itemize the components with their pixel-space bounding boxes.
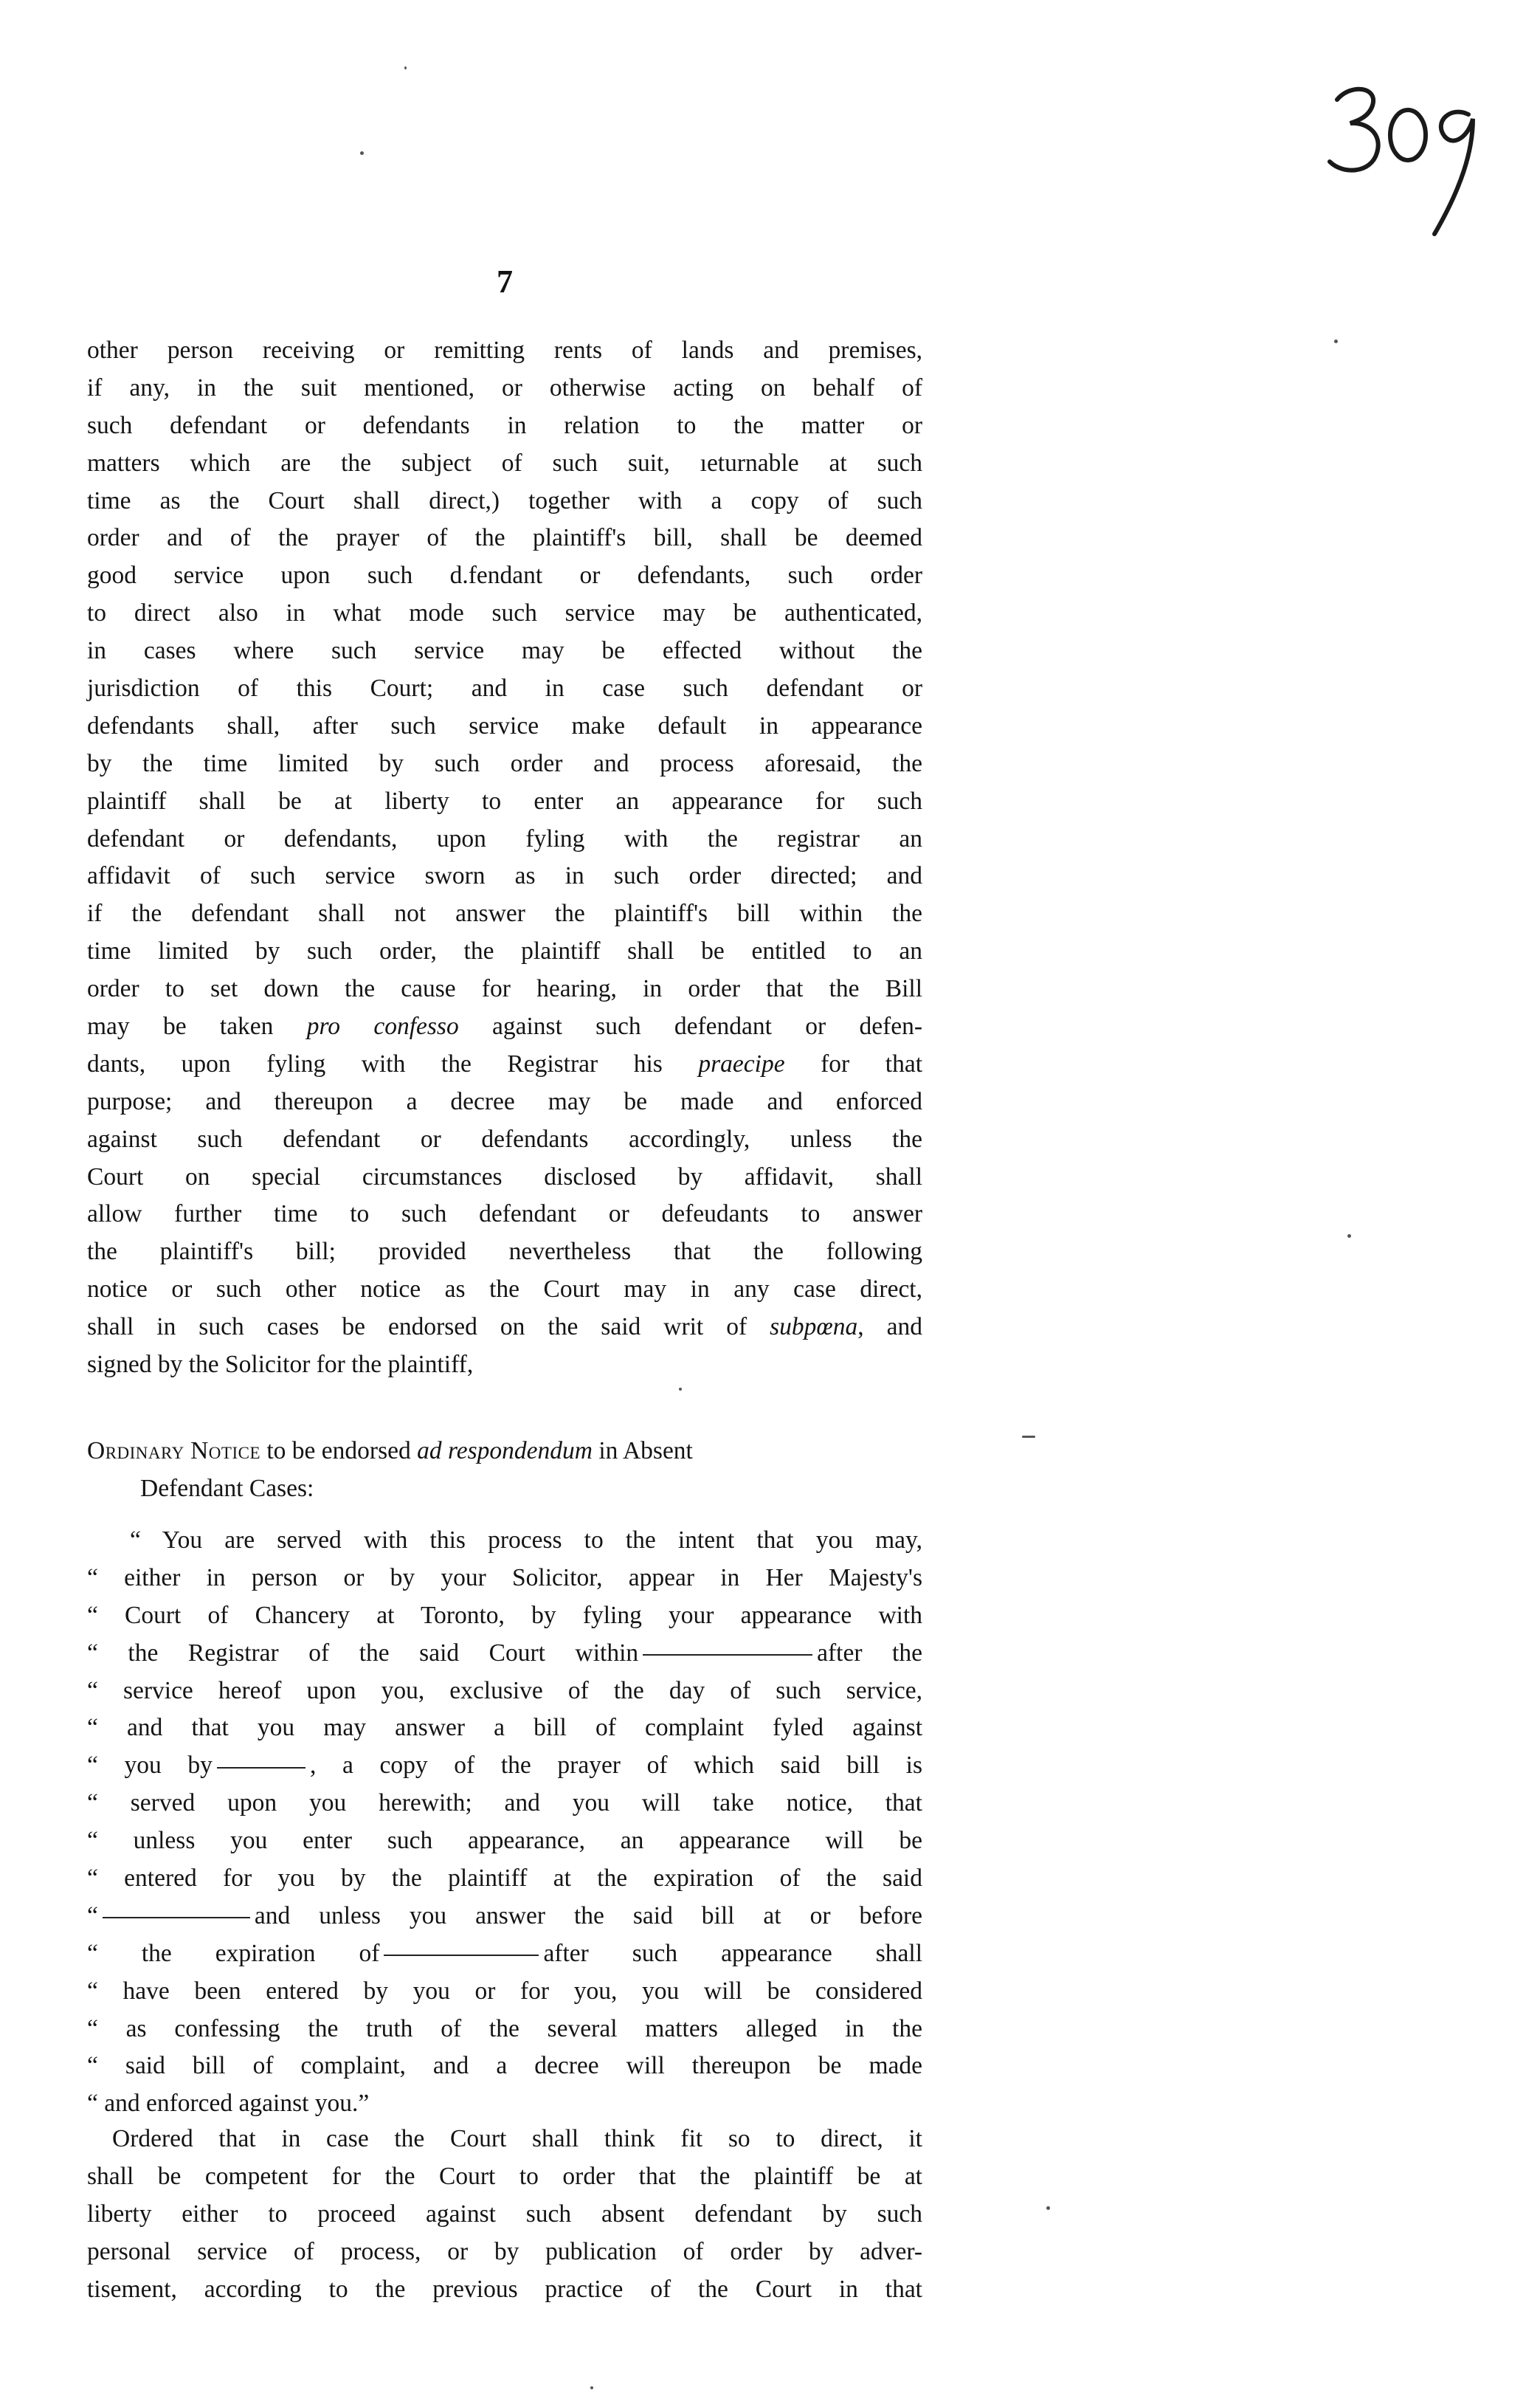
- blank-dash: [384, 1955, 539, 1956]
- text-run: “ said bill of complaint, and a decree will thereupon be made: [87, 2052, 922, 2080]
- text-run: good service upon such d.fendant or defendants, such order: [87, 562, 922, 590]
- ordered-text-line: [87, 2158, 922, 2195]
- scan-speck: [1022, 1436, 1035, 1438]
- ordered-text-line: [87, 2195, 922, 2233]
- italic-term: praecipe: [698, 1050, 785, 1078]
- quoted-notice-line: [87, 1522, 922, 1560]
- quoted-notice-line: [87, 1597, 922, 1635]
- notice-heading: [87, 1432, 922, 1507]
- main-text-line: [87, 1271, 922, 1309]
- main-text-line: [87, 1196, 922, 1233]
- scan-speck: [1046, 2206, 1050, 2210]
- text-run: allow further time to such defendant or defeudants to answer: [87, 1200, 922, 1228]
- quoted-notice-line: [87, 2048, 922, 2085]
- text-run: “ either in person or by your Solicitor, appear in Her Majesty's: [87, 1563, 922, 1591]
- text-run: “ entered for you by the plaintiff at the expiration of the said: [87, 1864, 922, 1893]
- main-text-line: [87, 670, 922, 708]
- main-text-line: [87, 1046, 922, 1084]
- ordered-text-line: [87, 2270, 922, 2308]
- main-text-line: [87, 1008, 922, 1046]
- text-run: if any, in the suit mentioned, or otherwise acting on behalf of: [87, 373, 922, 402]
- ordered-text-line: [87, 2120, 922, 2158]
- quoted-notice-line: [87, 1973, 922, 2011]
- notice-heading-italic: ad respondendum: [417, 1437, 593, 1464]
- main-text-block: [87, 332, 922, 1384]
- quoted-notice-line: [87, 1822, 922, 1860]
- scan-speck: [1347, 1234, 1351, 1238]
- text-run: plaintiff shall be at liberty to enter an appearance for such: [87, 787, 922, 815]
- main-text-line: [87, 1121, 922, 1159]
- main-text-line: [87, 971, 922, 1008]
- main-text-line: [87, 821, 922, 858]
- text-run: after the: [817, 1639, 922, 1667]
- text-run: “ the expiration of: [87, 1939, 380, 1967]
- text-run: may be taken: [87, 1013, 307, 1041]
- notice-heading-smallcaps-2: Notice: [190, 1437, 260, 1464]
- quoted-notice-block: [87, 1522, 922, 2123]
- main-text-line: [87, 557, 922, 595]
- main-text-line: [87, 445, 922, 483]
- text-run: “ Court of Chancery at Toronto, by fyling your appearance with: [87, 1601, 922, 1629]
- text-run: against such defendant or defendants accordingly, unless the: [87, 1125, 922, 1153]
- quoted-notice-line: [87, 1747, 922, 1785]
- text-run: purpose; and thereupon a decree may be made and enforced: [87, 1087, 922, 1115]
- text-run: time as the Court shall direct,) together with a copy of such: [87, 486, 922, 514]
- main-text-line: [87, 858, 922, 895]
- quoted-notice-line: [87, 1673, 922, 1710]
- main-text-line: [87, 1159, 922, 1196]
- main-text-line: [87, 895, 922, 933]
- text-run: “ You are served with this process to the intent that you may,: [130, 1526, 922, 1554]
- ordered-text-line: [87, 2233, 922, 2270]
- text-run: notice or such other notice as the Court may in any case direct,: [87, 1275, 922, 1304]
- text-run: such defendant or defendants in relation to the matter or: [87, 411, 922, 439]
- main-text-line: [87, 407, 922, 445]
- ordered-paragraph: [87, 2120, 922, 2307]
- quoted-notice-line: [87, 1635, 922, 1673]
- main-text-line: [87, 370, 922, 407]
- notice-heading-text-2: in Absent: [598, 1437, 693, 1464]
- text-run: dants, upon fyling with the Registrar his: [87, 1050, 699, 1078]
- main-text-line: [87, 332, 922, 370]
- text-run: “ and enforced against you.”: [87, 2090, 370, 2118]
- text-run: liberty either to proceed against such absent defendant by such: [87, 2200, 922, 2228]
- main-text-line: [87, 933, 922, 971]
- italic-term: pro confesso: [306, 1013, 459, 1041]
- main-text-line: [87, 1084, 922, 1121]
- text-run: after such appearance shall: [543, 1939, 922, 1967]
- text-run: shall in such cases be endorsed on the said writ of: [87, 1313, 770, 1341]
- main-text-line: [87, 595, 922, 633]
- text-run: tisement, according to the previous practice of the Court in that: [87, 2275, 922, 2303]
- blank-dash: [643, 1654, 812, 1656]
- text-run: other person receiving or remitting rents of lands and premises,: [87, 337, 922, 364]
- main-text-line: [87, 783, 922, 821]
- scan-speck: [679, 1388, 682, 1391]
- text-run: shall be competent for the Court to order that the plaintiff be at: [87, 2162, 922, 2190]
- text-run: “ served upon you herewith; and you will take notice, that: [87, 1789, 922, 1817]
- text-run: by the time limited by such order and process aforesaid, the: [87, 749, 922, 777]
- text-run: “ service hereof upon you, exclusive of the day of such service,: [87, 1676, 922, 1704]
- main-text-line: [87, 1346, 922, 1384]
- main-text-line: [87, 483, 922, 520]
- handwritten-folio-drawing: [1321, 70, 1498, 240]
- main-text-line: [87, 745, 922, 783]
- text-run: in cases where such service may be effected without the: [87, 637, 922, 665]
- main-text-line: [87, 1309, 922, 1346]
- quoted-notice-line: [87, 2085, 922, 2123]
- text-run: “ the Registrar of the said Court within: [87, 1639, 639, 1667]
- scan-speck: [590, 2386, 593, 2389]
- text-run: “ have been entered by you or for you, you will be considered: [87, 1977, 922, 2005]
- text-run: order and of the prayer of the plaintiff's bill, shall be deemed: [87, 524, 922, 552]
- text-run: to direct also in what mode such service may be authenticated,: [87, 599, 922, 627]
- text-run: the plaintiff's bill; provided nevertheless that the following: [87, 1238, 922, 1266]
- text-run: and unless you answer the said bill at or before: [254, 1901, 922, 1929]
- quoted-notice-line: [87, 1785, 922, 1822]
- main-text-line: [87, 708, 922, 745]
- notice-heading-text-1: to be endorsed: [266, 1437, 411, 1464]
- text-run: matters which are the subject of such suit, ıeturnable at such: [87, 449, 922, 477]
- handwritten-folio-number: [1321, 70, 1498, 240]
- text-run: Ordered that in case the Court shall think fit so to direct, it: [112, 2125, 922, 2152]
- text-run: Court on special circumstances disclosed by affidavit, shall: [87, 1163, 922, 1191]
- text-run: signed by the Solicitor for the plaintiff,: [87, 1351, 474, 1379]
- quoted-notice-line: [87, 1860, 922, 1898]
- quoted-notice-line: [87, 1560, 922, 1597]
- text-run: “ as confessing the truth of the several matters alleged in the: [87, 2014, 922, 2042]
- quoted-notice-line: [87, 1935, 922, 1973]
- italic-term: subpœna: [770, 1313, 858, 1341]
- text-run: order to set down the cause for hearing, in order that the Bill: [87, 975, 922, 1003]
- text-run: if the defendant shall not answer the plaintiff's bill within the: [87, 900, 922, 928]
- text-run: time limited by such order, the plaintiff shall be entitled to an: [87, 937, 922, 965]
- notice-heading-smallcaps-1: Ordinary: [87, 1437, 184, 1464]
- text-run: , and: [857, 1313, 922, 1341]
- blank-dash: [103, 1917, 250, 1918]
- quoted-notice-line: [87, 2011, 922, 2048]
- notice-heading-line-2: Defendant Cases:: [140, 1474, 314, 1502]
- blank-dash: [217, 1767, 305, 1769]
- scan-speck: [360, 151, 364, 155]
- text-run: defendants shall, after such service make default in appearance: [87, 712, 922, 740]
- main-text-line: [87, 633, 922, 670]
- text-run: “ you by: [87, 1752, 213, 1780]
- text-run: jurisdiction of this Court; and in case such defendant or: [87, 675, 922, 703]
- text-run: “ and that you may answer a bill of complaint fyled against: [87, 1714, 922, 1742]
- text-run: affidavit of such service sworn as in such order directed; and: [87, 862, 922, 890]
- text-run: , a copy of the prayer of which said bill is: [309, 1752, 922, 1780]
- text-run: against such defendant or defen-: [458, 1013, 922, 1041]
- main-text-line: [87, 520, 922, 557]
- text-run: for that: [784, 1050, 923, 1078]
- quoted-notice-line: [87, 1709, 922, 1747]
- scan-speck: [1334, 340, 1338, 343]
- quoted-notice-line: [87, 1898, 922, 1935]
- scan-speck: [404, 66, 407, 69]
- text-run: personal service of process, or by publication of order by adver-: [87, 2237, 922, 2265]
- main-text-line: [87, 1233, 922, 1271]
- text-run: “: [87, 1901, 98, 1929]
- text-run: defendant or defendants, upon fyling with the registrar an: [87, 824, 922, 853]
- page-number: 7: [497, 264, 513, 300]
- text-run: “ unless you enter such appearance, an appearance will be: [87, 1827, 922, 1855]
